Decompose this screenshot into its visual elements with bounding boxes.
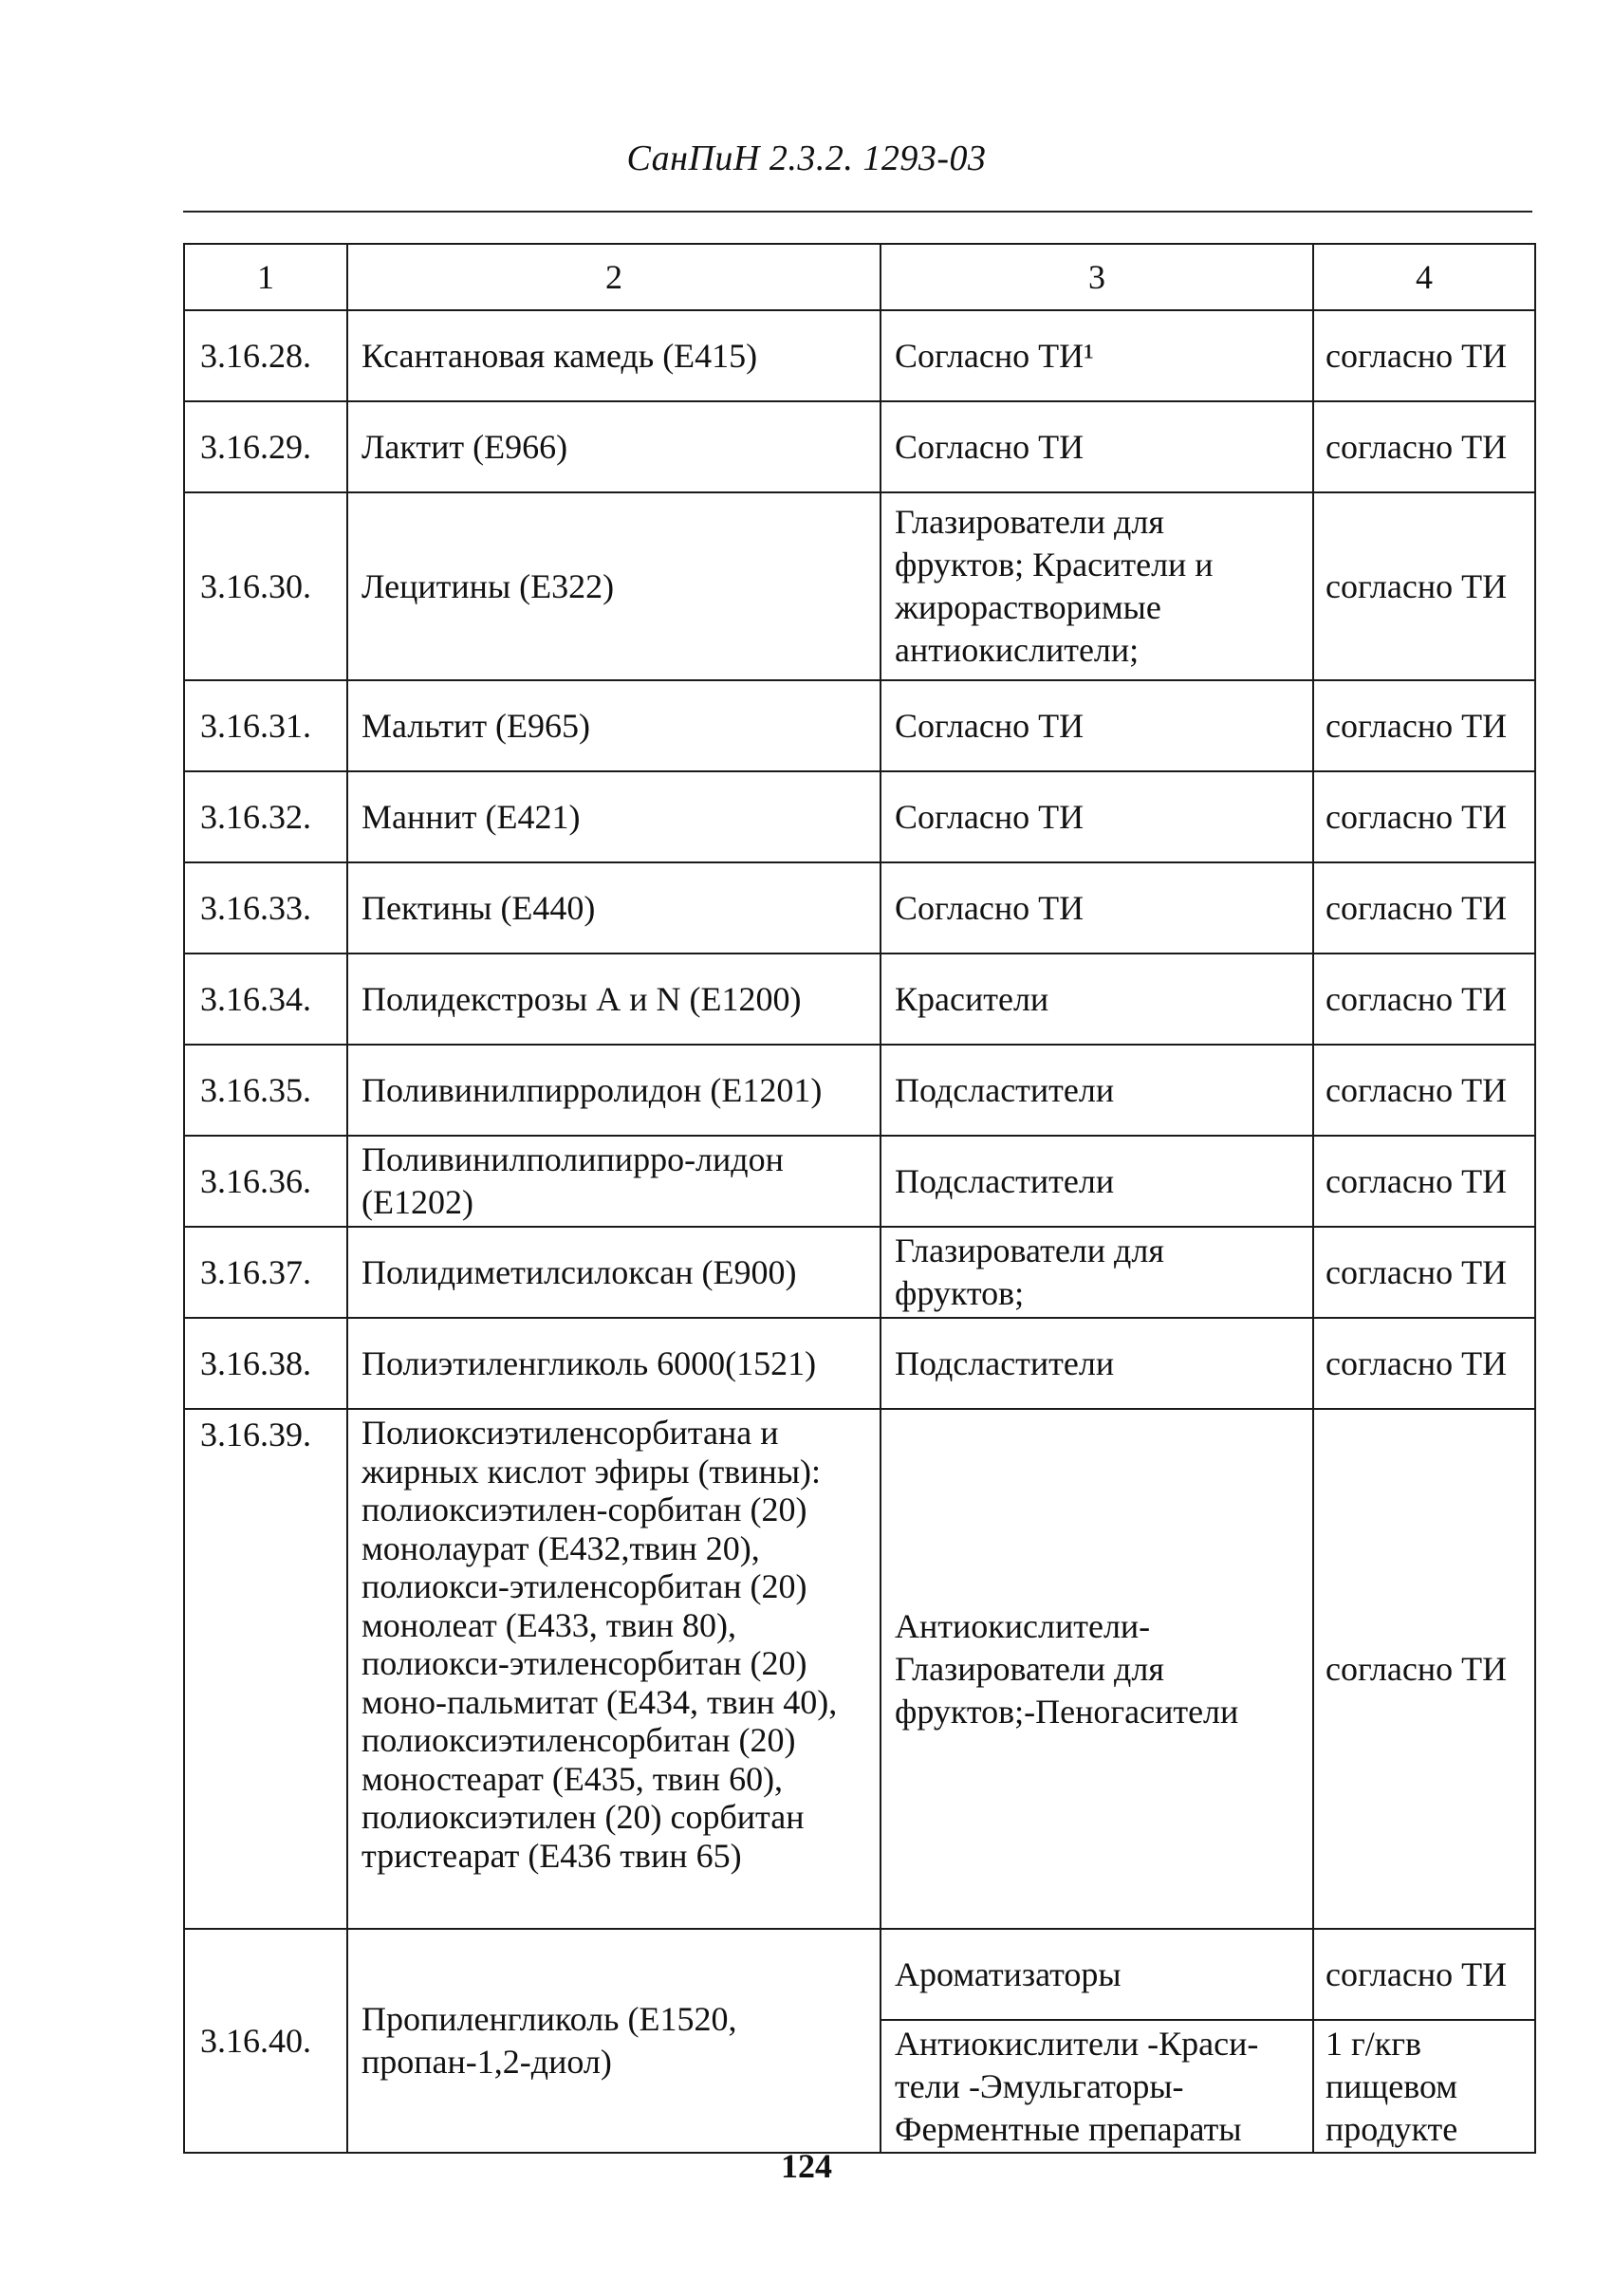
table-row — [184, 1136, 1535, 1227]
additive-name: Лактит (Е966) — [347, 401, 881, 492]
usage-purpose: Согласно ТИ — [881, 862, 1313, 954]
item-number: 3.16.33. — [184, 862, 347, 954]
additive-name: Пропиленгликоль (Е1520, пропан-1,2-диол) — [347, 1929, 881, 2153]
usage-purpose: Подсластители — [881, 1318, 1313, 1409]
column-header: 4 — [1313, 244, 1535, 310]
usage-purpose: Подсластители — [881, 1136, 1313, 1227]
table-row — [184, 771, 1535, 862]
usage-limit: согласно ТИ — [1313, 401, 1535, 492]
table-row — [184, 1045, 1535, 1136]
usage-limit: согласно ТИ — [1313, 310, 1535, 401]
page-number: 124 — [781, 2147, 832, 2185]
usage-limit: 1 г/кгв пищевом продукте — [1313, 2020, 1535, 2153]
usage-purpose: Красители — [881, 954, 1313, 1045]
usage-limit: согласно ТИ — [1313, 1409, 1535, 1929]
table-row — [184, 1318, 1535, 1409]
table-row — [184, 310, 1535, 401]
additive-name: Пектины (Е440) — [347, 862, 881, 954]
usage-purpose: Подсластители — [881, 1045, 1313, 1136]
item-number: 3.16.28. — [184, 310, 347, 401]
usage-limit: согласно ТИ — [1313, 954, 1535, 1045]
table-row — [184, 954, 1535, 1045]
item-number: 3.16.31. — [184, 680, 347, 771]
usage-purpose: Антиокислители-Глазирователи для фруктов;-Пеногасители — [881, 1409, 1313, 1929]
usage-limit: согласно ТИ — [1313, 771, 1535, 862]
column-header: 1 — [184, 244, 347, 310]
usage-purpose: Согласно ТИ — [881, 771, 1313, 862]
usage-limit: согласно ТИ — [1313, 492, 1535, 680]
usage-limit: согласно ТИ — [1313, 680, 1535, 771]
table-row — [184, 1227, 1535, 1318]
usage-limit: согласно ТИ — [1313, 1929, 1535, 2020]
table-header-row — [184, 244, 1535, 310]
usage-purpose: Согласно ТИ — [881, 401, 1313, 492]
usage-limit: согласно ТИ — [1313, 1318, 1535, 1409]
item-number: 3.16.36. — [184, 1136, 347, 1227]
usage-purpose: Глазирователи для фруктов; Красители и жирорастворимые антиокислители; — [881, 492, 1313, 680]
item-number: 3.16.40. — [184, 1929, 347, 2153]
additive-name: Полидекстрозы А и N (Е1200) — [347, 954, 881, 1045]
additive-name: Полидиметилсилоксан (Е900) — [347, 1227, 881, 1318]
item-number: 3.16.37. — [184, 1227, 347, 1318]
header-rule — [183, 211, 1532, 213]
additive-name: Маннит (Е421) — [347, 771, 881, 862]
item-number: 3.16.32. — [184, 771, 347, 862]
item-number: 3.16.29. — [184, 401, 347, 492]
item-number: 3.16.30. — [184, 492, 347, 680]
column-header: 2 — [347, 244, 881, 310]
item-number: 3.16.35. — [184, 1045, 347, 1136]
additive-name: Поливинилпирролидон (Е1201) — [347, 1045, 881, 1136]
column-header: 3 — [881, 244, 1313, 310]
usage-purpose: Ароматизаторы — [881, 1929, 1313, 2020]
usage-purpose: Антиокислители -Краси-тели -Эмульгаторы-Ферментные препараты — [881, 2020, 1313, 2153]
item-number: 3.16.38. — [184, 1318, 347, 1409]
table-row — [184, 862, 1535, 954]
additive-name: Лецитины (Е322) — [347, 492, 881, 680]
usage-limit: согласно ТИ — [1313, 1227, 1535, 1318]
additive-name: Ксантановая камедь (Е415) — [347, 310, 881, 401]
additive-name: Мальтит (Е965) — [347, 680, 881, 771]
table-row — [184, 1409, 1535, 1929]
table-row — [184, 1929, 1535, 2020]
item-number: 3.16.39. — [184, 1409, 347, 1929]
usage-purpose: Согласно ТИ — [881, 680, 1313, 771]
additive-name: Поливинилполипирро-лидон (Е1202) — [347, 1136, 881, 1227]
table-row — [184, 401, 1535, 492]
usage-limit: согласно ТИ — [1313, 1136, 1535, 1227]
usage-purpose: Глазирователи для фруктов; — [881, 1227, 1313, 1318]
table-row — [184, 492, 1535, 680]
additives-table — [183, 243, 1536, 2154]
usage-limit: согласно ТИ — [1313, 1045, 1535, 1136]
table-row — [184, 680, 1535, 771]
item-number: 3.16.34. — [184, 954, 347, 1045]
page-header: СанПиН 2.3.2. 1293-03 — [626, 139, 987, 178]
additive-name: Полиоксиэтиленсорбитана и жирных кислот эфиры (твины): полиоксиэтилен-сорбитан (20) монолаурат (Е432,твин 20), полиокси-этиленсорбитан (20) монолеат (Е433, твин 80), полиокси-этиленсорбитан (20) моно-пальмитат (Е434, твин 40), полиоксиэтиленсорбитан (20) моностеарат (Е435, твин 60), полиоксиэтилен (20) сорбитан тристеарат (Е436 твин 65) — [347, 1409, 881, 1929]
usage-limit: согласно ТИ — [1313, 862, 1535, 954]
additive-name: Полиэтиленгликоль 6000(1521) — [347, 1318, 881, 1409]
usage-purpose: Согласно ТИ¹ — [881, 310, 1313, 401]
